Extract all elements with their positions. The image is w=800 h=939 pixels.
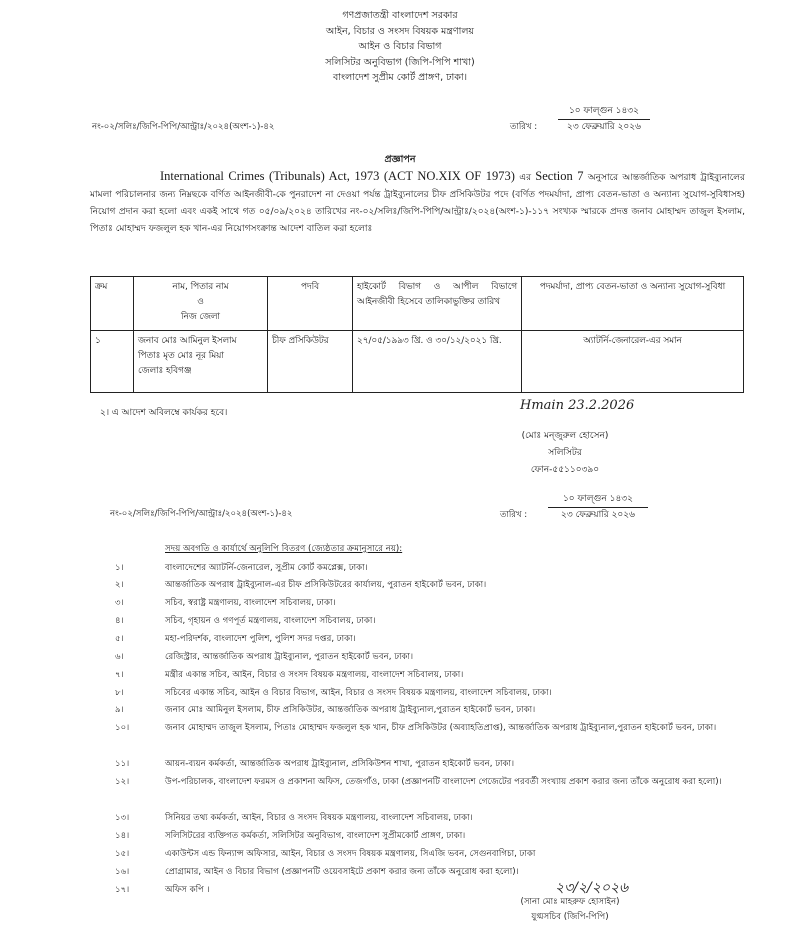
header-benefits: পদমর্যাদা, প্রাপ্য বেতন-ভাতা ও অন্যান্য সুযোগ-সুবিধা [522,277,744,331]
appointment-table [90,276,744,393]
memo-date [558,104,650,134]
list-item-number: ৩। [115,598,124,608]
list-item: রেজিস্ট্রার, আন্তর্জাতিক অপরাধ ট্রাইব্যুনাল, পুরাতন হাইকোর্ট ভবন, ঢাকা। [165,652,414,662]
joint-secretary-block [490,895,650,925]
header-name-line3: নিজ জেলা [181,312,220,322]
header-name-line1: নাম, পিতার নাম [172,282,229,292]
table-header-row [91,277,744,331]
list-item: মহা-পরিদর্শক, বাংলাদেশ পুলিশ, পুলিশ সদর দপ্তর, ঢাকা। [165,634,356,644]
list-item-number: ১৩। [115,813,130,823]
header-enlistment: হাইকোর্ট বিভাগ ও আপীল বিভাগে আইনজীবী হিসেবে তালিকাভুক্তির তারিখ [353,277,522,331]
distribution-title: সদয় অবগতি ও কার্যার্থে অনুলিপি বিতরণ (জ্যেষ্ঠতার ক্রমানুসারে নয়): [165,544,403,554]
para-body: অনুসারে আন্তর্জাতিক অপরাধ ট্রাইব্যুনালের মামলা পরিচালনার জন্য নিম্নছকে বর্ণিত আইনজীবী-কে পুনরাদেশ না দেওয়া পর্যন্ত ট্রাইব্যুনালের চীফ প্রসিকিউটর পদে (বর্ণিত পদমর্যাদা, প্রাপ্য বেতন-ভাতা ও অন্যান্য সুযোগ-সুবিধাসহ) নিয়োগ প্রদান করা হলো এবং একই সাথে গত ০৫/০৯/২০২৪ তারিখের নং-০২/সলিঃ/জিপি-পিপি/আন্ট্রাঃ/২০২৪(অংশ-১)-১১৭ সংখ্যক স্মারকে প্রদত্ত জনাব মোহাম্মদ তাজুল ইসলাম, পিতাঃ মোহাম্মদ ফজলুল হক খান-এর নিয়োগসংক্রান্ত আদেশ বাতিল করা হলোঃ [90,173,745,234]
list-item: উপ-পরিচালক, বাংলাদেশ ফরমস ও প্রকাশনা অফিস, তেজগাঁও, ঢাকা (প্রজ্ঞাপনটি বাংলাদেশ গেজেটের পরবর্তী সংখ্যায় প্রকাশ করার জন্য তাঁকে অনুরোধ করা হলো)। [165,777,722,787]
joint-secretary-designation: যুগ্মসচিব (জিপি-পিপি) [531,912,609,922]
solicitor-phone: ফোন-৫৫১১০৩৯০ [530,465,600,475]
table-row [91,331,744,393]
list-item-number: ৫। [115,634,124,644]
act-section: Section 7 [535,169,584,183]
list-item-number: ১৫। [115,849,130,859]
date-bangla: ১০ ফাল্গুন ১৪৩২ [558,104,650,120]
list-item: জনাব মোহাম্মদ তাজুল ইসলাম, পিতাঃ মোহাম্মদ ফজলুল হক খান, চীফ প্রসিকিউটর (অব্যাহতিপ্রাপ্ত), আন্তর্জাতিক অপরাধ ট্রাইব্যুনাল,পুরাতন হাইকোর্ট ভবন, ঢাকা। [165,723,717,733]
memo-number: নং-০২/সলিঃ/জিপি-পিপি/আন্ট্রাঃ/২০২৪(অংশ-১)-৪২ [92,122,275,132]
joint-secretary-signature: ২৩/২/২০২৬ [555,880,629,896]
list-item: আয়ন-ব্যয়ন কর্মকর্তা, আন্তর্জাতিক অপরাধ ট্রাইব্যুনাল, প্রসিকিউশন শাখা, পুরাতন হাইকোর্ট ভবন, ঢাকা। [165,759,515,769]
letterhead-ministry: আইন, বিচার ও সংসদ বিষয়ক মন্ত্রণালয় [325,25,475,37]
list-item: সচিব, গৃহায়ন ও গণপূর্ত মন্ত্রণালয়, বাংলাদেশ সচিবালয়, ঢাকা। [165,616,376,626]
cell-benefits: অ্যাটর্নি-জেনারেল-এর সমান [522,331,744,393]
cell-name [134,331,268,393]
letterhead-address: বাংলাদেশ সুপ্রীম কোর্ট প্রাঙ্গণ, ঢাকা। [332,72,468,83]
list-item: সচিব, স্বরাষ্ট্র মন্ত্রণালয়, বাংলাদেশ সচিবালয়, ঢাকা। [165,598,336,608]
cell-enlistment: ২৭/০৫/১৯৯৩ খ্রি. ও ৩০/১২/২০২১ খ্রি. [353,331,522,393]
list-item: মন্ত্রীর একান্ত সচিব, আইন, বিচার ও সংসদ বিষয়ক মন্ত্রণালয়, বাংলাদেশ সচিবালয়, ঢাকা। [165,670,464,680]
cell-father: পিতাঃ মৃত মোঃ নূর মিয়া [138,351,224,361]
cell-serial: ১ [91,331,134,393]
notice-paragraph [90,168,745,238]
list-item-number: ৯। [115,705,124,715]
memo2-date-label: তারিখ : [500,510,528,520]
joint-secretary-name: (সানা মোঃ মাহরুফ হোসাইন) [520,897,620,907]
memo2-date [548,492,648,522]
list-item-number: ১৬। [115,867,130,877]
solicitor-name: (মোঃ মন্জুরুল হোসেন) [521,431,609,441]
list-item-number: ১১। [115,759,130,769]
header-name-line2: ও [197,297,204,307]
list-item: প্রোগ্রামার, আইন ও বিচার বিভাগ (প্রজ্ঞাপনটি ওয়েবসাইটে প্রকাশ করার জন্য তাঁকে অনুরোধ করা হলো)। [165,867,519,877]
date-label: তারিখ : [510,122,538,132]
list-item-number: ৮। [115,688,124,698]
list-item: অফিস কপি । [165,885,210,895]
cell-post: চীফ প্রসিকিউটর [268,331,353,393]
list-item: জনাব মোঃ আমিনুল ইসলাম, চীফ প্রসিকিউটর, আন্তর্জাতিক অপরাধ ট্রাইব্যুনাল,পুরাতন হাইকোর্ট ভবন, ঢাকা। [165,705,536,715]
act-name: International Crimes (Tribunals) Act, 1973 (ACT NO.XIX OF 1973) [160,169,515,183]
para-connector: এর [514,173,536,183]
memo2-date-bangla: ১০ ফাল্গুন ১৪৩২ [548,492,648,508]
letterhead-wing: সলিসিটর অনুবিভাগ (জিপি-পিপি শাখা) [325,56,475,68]
solicitor-block [480,428,650,479]
notice-title: প্রজ্ঞাপন [384,154,416,165]
header-post: পদবি [268,277,353,331]
header-serial: ক্রম [91,277,134,331]
list-item-number: ১৭। [115,885,130,895]
list-item: সচিবের একান্ত সচিব, আইন ও বিচার বিভাগ, আইন, বিচার ও সংসদ বিষয়ক মন্ত্রণালয়, বাংলাদেশ সচিবালয়, ঢাকা। [165,688,552,698]
date-english: ২৩ ফেব্রুয়ারি ২০২৬ [567,122,641,132]
list-item-number: ১০। [115,723,130,733]
list-item-number: ১৪। [115,831,130,841]
letterhead-division: আইন ও বিচার বিভাগ [358,41,442,52]
cell-name-value: জনাব মোঃ আমিনুল ইসলাম [138,336,237,346]
solicitor-designation: সলিসিটর [548,448,582,458]
memo2-number: নং-০২/সলিঃ/জিপি-পিপি/আন্ট্রাঃ/২০২৪(অংশ-১)-৪২ [110,509,293,519]
order-effective-clause: ২। এ আদেশ অবিলম্বে কার্যকর হবে। [100,408,228,418]
list-item: সিনিয়র তথ্য কর্মকর্তা, আইন, বিচার ও সংসদ বিষয়ক মন্ত্রণালয়, বাংলাদেশ সচিবালয়, ঢাকা। [165,813,473,823]
list-item-number: ১। [115,563,124,573]
list-item: সলিসিটরের ব্যক্তিগত কর্মকর্তা, সলিসিটর অনুবিভাগ, বাংলাদেশ সুপ্রীমকোর্ট প্রাঙ্গণ, ঢাকা। [165,831,466,841]
solicitor-signature: Hmain 23.2.2026 [520,398,635,413]
memo2-date-english: ২৩ ফেব্রুয়ারি ২০২৬ [561,510,635,520]
list-item: বাংলাদেশের অ্যাটর্নি-জেনারেল, সুপ্রীম কোর্ট কমপ্লেক্স, ঢাকা। [165,563,368,573]
list-item-number: ২। [115,580,124,590]
letterhead [0,8,800,86]
list-item-number: ১২। [115,777,130,787]
list-item-number: ৭। [115,670,124,680]
list-item-number: ৬। [115,652,124,662]
letterhead-government: গণপ্রজাতন্ত্রী বাংলাদেশ সরকার [342,10,458,21]
header-name [134,277,268,331]
cell-district: জেলাঃ হবিগঞ্জ [138,366,192,376]
list-item: একাউন্টস এন্ড ফিন্যান্স অফিসার, আইন, বিচার ও সংসদ বিষয়ক মন্ত্রণালয়, সিএজি ভবন, সেগুনবাগিচা, ঢাকা [165,849,536,859]
list-item-number: ৪। [115,616,124,626]
list-item: আন্তর্জাতিক অপরাধ ট্রাইব্যুনাল-এর চীফ প্রসিকিউটরের কার্যালয়, পুরাতন হাইকোর্ট ভবন, ঢাকা। [165,580,487,590]
